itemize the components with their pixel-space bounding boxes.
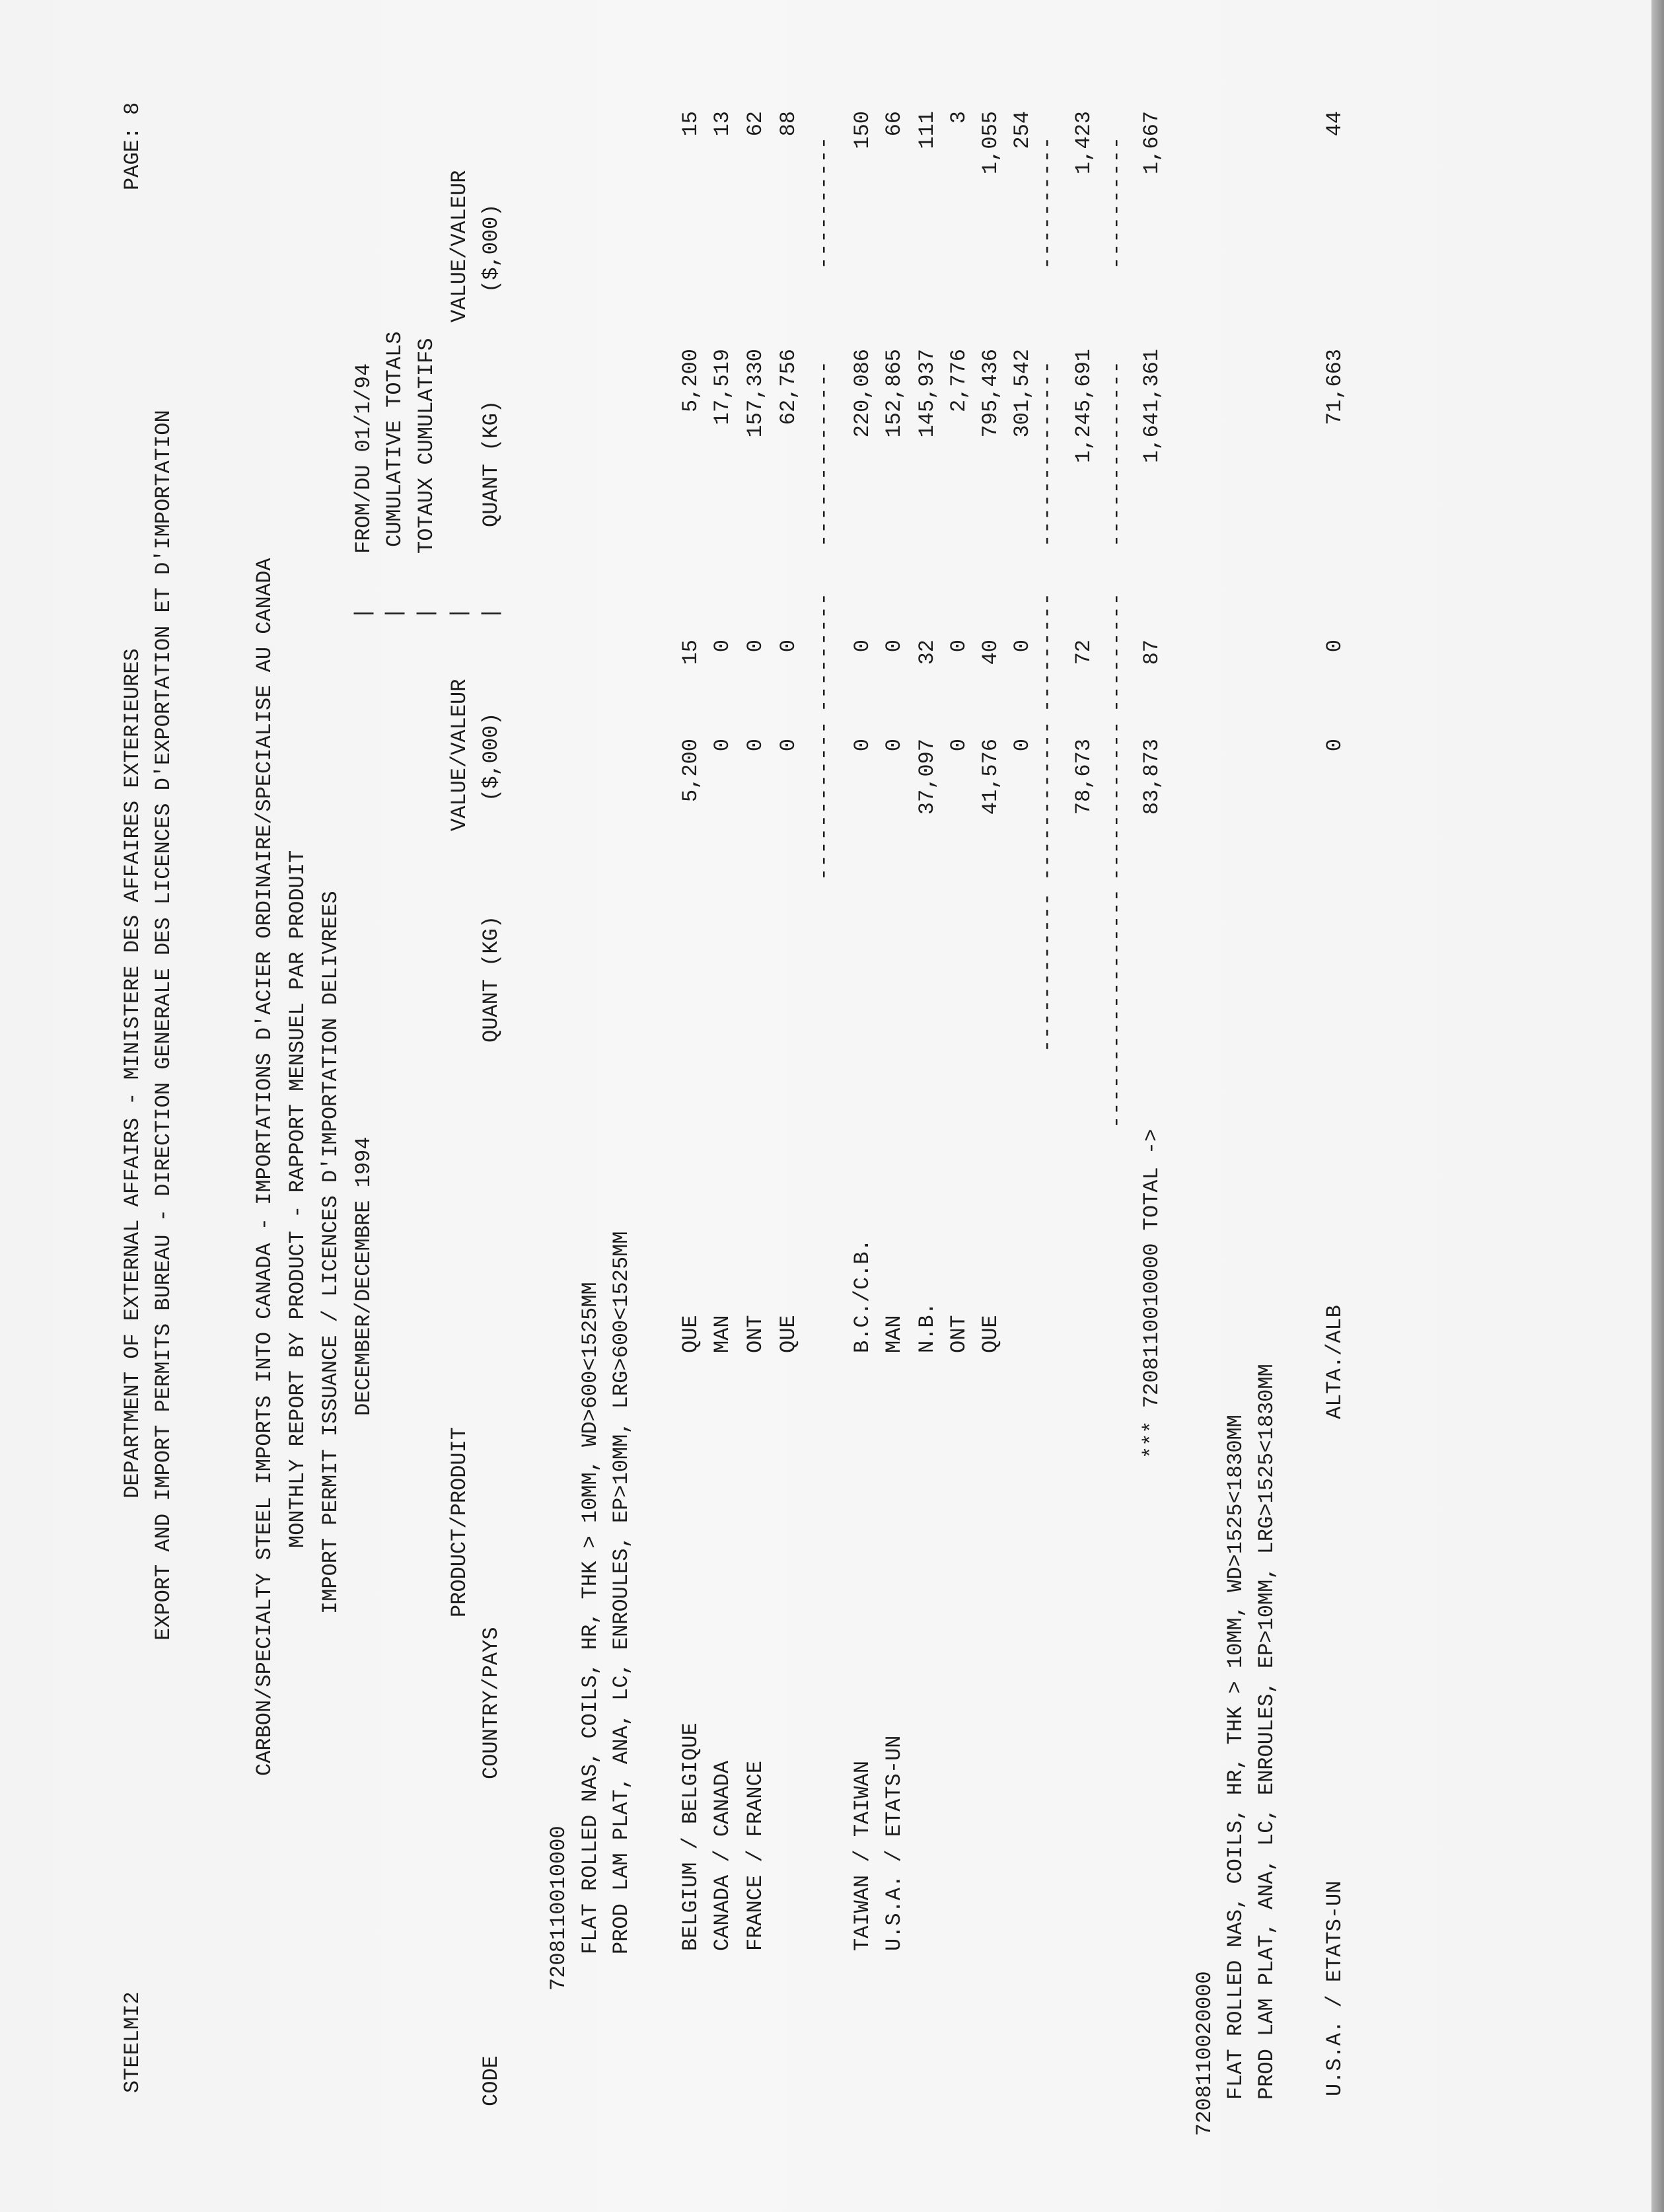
- row-cum-quant: 157,330: [743, 349, 768, 438]
- row-province: QUE: [978, 1315, 1003, 1353]
- header-quant: QUANT (KG): [479, 915, 503, 1043]
- header-separator: |: [351, 607, 376, 620]
- row-cum-value: 150: [850, 111, 875, 149]
- row-province: ALTA./ALB: [1322, 1305, 1347, 1419]
- row-quant: 0: [1322, 739, 1347, 752]
- separator-dashes: ----------: [1104, 135, 1129, 270]
- header-cumulative-fr: TOTAUX CUMULATIFS: [414, 338, 439, 554]
- product-description-fr: PROD LAM PLAT, ANA, LC, ENROULES, EP>10MM, LRG>1525<1830MM: [1254, 1364, 1279, 2100]
- row-province: N.B.: [915, 1302, 939, 1353]
- row-quant: 0: [850, 739, 875, 752]
- header-value-unit: ($,000): [479, 712, 503, 801]
- product-description-fr: PROD LAM PLAT, ANA, LC, ENROULES, EP>10MM, LRG>600<1525MM: [609, 1231, 633, 1954]
- row-value: 0: [850, 640, 875, 653]
- row-cum-value: 3: [947, 111, 971, 124]
- report-id: STEELMI2: [120, 1991, 145, 2093]
- page-number: 8: [120, 102, 145, 115]
- header-country: COUNTRY/PAYS: [479, 1627, 503, 1779]
- row-cum-quant: 220,086: [850, 349, 875, 438]
- row-quant: 0: [947, 739, 971, 752]
- row-country: FRANCE / FRANCE: [743, 1760, 768, 1951]
- row-value: 0: [710, 640, 735, 653]
- paper-edge-shadow: [1651, 0, 1664, 2212]
- separator-dashes: ---------: [812, 592, 836, 712]
- header-value-cumulative-unit: ($,000): [479, 203, 503, 293]
- row-province: B.C./C.B.: [850, 1239, 875, 1353]
- row-cum-value: 62: [743, 111, 768, 137]
- report-permits-line: IMPORT PERMIT ISSUANCE / LICENCES D'IMPORTATION DELIVREES: [318, 891, 343, 1614]
- page-label: PAGE:: [120, 126, 145, 190]
- report-period: DECEMBER/DECEMBRE 1994: [351, 1136, 376, 1416]
- separator-dashes: ------------: [812, 720, 836, 881]
- row-quant: 0: [1010, 739, 1034, 752]
- row-value: 40: [978, 640, 1003, 665]
- row-value: 0: [776, 640, 801, 653]
- row-value: 0: [882, 640, 906, 653]
- row-quant: 5,200: [678, 739, 703, 803]
- separator-dashes: --------------: [1104, 360, 1129, 547]
- subtotal-cum-quant: 1,245,691: [1071, 349, 1096, 463]
- row-cum-value: 111: [915, 111, 939, 149]
- header-value-cumulative: VALUE/VALEUR: [447, 170, 472, 322]
- row-province: QUE: [776, 1315, 801, 1353]
- header-code: CODE: [479, 2055, 503, 2106]
- header-product: PRODUCT/PRODUIT: [447, 1426, 472, 1617]
- row-cum-value: 254: [1010, 111, 1034, 149]
- row-value: 0: [1010, 640, 1034, 653]
- separator-dashes: ------------------: [1104, 888, 1129, 1128]
- row-cum-value: 15: [678, 111, 703, 137]
- department-line: DEPARTMENT OF EXTERNAL AFFAIRS - MINISTERE DES AFFAIRES EXTERIEURES: [120, 648, 145, 1498]
- row-cum-value: 44: [1322, 111, 1347, 137]
- product-description-en: FLAT ROLLED NAS, COILS, HR, THK > 10MM, WD>1525<1830MM: [1223, 1415, 1248, 2100]
- product-code: 7208110020000: [1192, 1971, 1217, 2136]
- product-description-en: FLAT ROLLED NAS, COILS, HR, THK > 10MM, WD>600<1525MM: [578, 1282, 602, 1954]
- row-quant: 0: [743, 739, 768, 752]
- separator-dashes: --------------: [812, 360, 836, 547]
- row-cum-quant: 795,436: [978, 349, 1003, 438]
- subtotal-value: 72: [1071, 640, 1096, 665]
- row-cum-value: 13: [710, 111, 735, 137]
- subtotal-cum-value: 1,423: [1071, 111, 1096, 175]
- row-cum-quant: 5,200: [678, 349, 703, 413]
- row-province: ONT: [947, 1315, 971, 1353]
- row-quant: 0: [710, 739, 735, 752]
- bureau-line: EXPORT AND IMPORT PERMITS BUREAU - DIRECTION GENERALE DES LICENCES D'EXPORTATION ET D'IMPORTATION: [151, 410, 176, 1641]
- report-subtitle: MONTHLY REPORT BY PRODUCT - RAPPORT MENSUEL PAR PRODUIT: [285, 850, 310, 1548]
- row-cum-quant: 2,776: [947, 349, 971, 413]
- separator-dashes: ------------: [1035, 720, 1060, 881]
- row-cum-value: 88: [776, 111, 801, 137]
- row-value: 0: [743, 640, 768, 653]
- row-quant: 41,576: [978, 739, 1003, 815]
- total-cum-quant: 1,641,361: [1139, 349, 1164, 463]
- subtotal-quant: 78,673: [1071, 739, 1096, 815]
- separator-dashes: ---------: [1035, 592, 1060, 712]
- row-value: 15: [678, 640, 703, 665]
- product-total-label: *** 7208110010000 TOTAL ->: [1139, 1128, 1164, 1459]
- row-quant: 0: [776, 739, 801, 752]
- row-country: TAIWAN / TAIWAN: [850, 1760, 875, 1951]
- separator-dashes: ----------: [812, 135, 836, 270]
- header-quant-cumulative: QUANT (KG): [479, 400, 503, 527]
- total-quant: 83,873: [1139, 739, 1164, 815]
- header-separator: |: [382, 607, 407, 620]
- row-country: BELGIUM / BELGIQUE: [678, 1722, 703, 1951]
- row-province: MAN: [882, 1315, 906, 1353]
- row-cum-quant: 152,865: [882, 349, 906, 438]
- row-quant: 37,097: [915, 739, 939, 815]
- row-province: MAN: [710, 1315, 735, 1353]
- separator-dashes: ----------: [1035, 135, 1060, 270]
- row-country: CANADA / CANADA: [710, 1760, 735, 1951]
- row-cum-quant: 62,756: [776, 349, 801, 425]
- header-separator: |: [479, 607, 503, 620]
- separator-dashes: --------------: [1035, 360, 1060, 547]
- row-quant: 0: [882, 739, 906, 752]
- row-cum-value: 66: [882, 111, 906, 137]
- row-cum-value: 1,055: [978, 111, 1003, 175]
- total-value: 87: [1139, 640, 1164, 665]
- header-from-date: FROM/DU 01/1/94: [351, 363, 376, 554]
- header-separator: |: [447, 607, 472, 620]
- report-title: CARBON/SPECIALTY STEEL IMPORTS INTO CANADA - IMPORTATIONS D'ACIER ORDINAIRE/SPECIALISE AU CANADA: [252, 558, 277, 1776]
- row-province: QUE: [678, 1315, 703, 1353]
- separator-dashes: ------------: [1104, 720, 1129, 881]
- row-cum-quant: 301,542: [1010, 349, 1034, 438]
- row-value: 0: [947, 640, 971, 653]
- row-value: 32: [915, 640, 939, 665]
- header-separator: |: [414, 607, 439, 620]
- product-code: 7208110010000: [546, 1825, 571, 1991]
- row-province: ONT: [743, 1315, 768, 1353]
- separator-dashes: ------------: [1035, 892, 1060, 1052]
- row-cum-quant: 17,519: [710, 349, 735, 425]
- separator-dashes: ---------: [1104, 592, 1129, 712]
- row-cum-quant: 71,663: [1322, 349, 1347, 425]
- total-cum-value: 1,667: [1139, 111, 1164, 175]
- row-country: U.S.A. / ETATS-UN: [1322, 1880, 1347, 2096]
- header-cumulative-en: CUMULATIVE TOTALS: [382, 331, 407, 547]
- row-cum-quant: 145,937: [915, 349, 939, 438]
- row-value: 0: [1322, 640, 1347, 653]
- header-value: VALUE/VALEUR: [447, 679, 472, 831]
- row-country: U.S.A. / ETATS-UN: [882, 1735, 906, 1951]
